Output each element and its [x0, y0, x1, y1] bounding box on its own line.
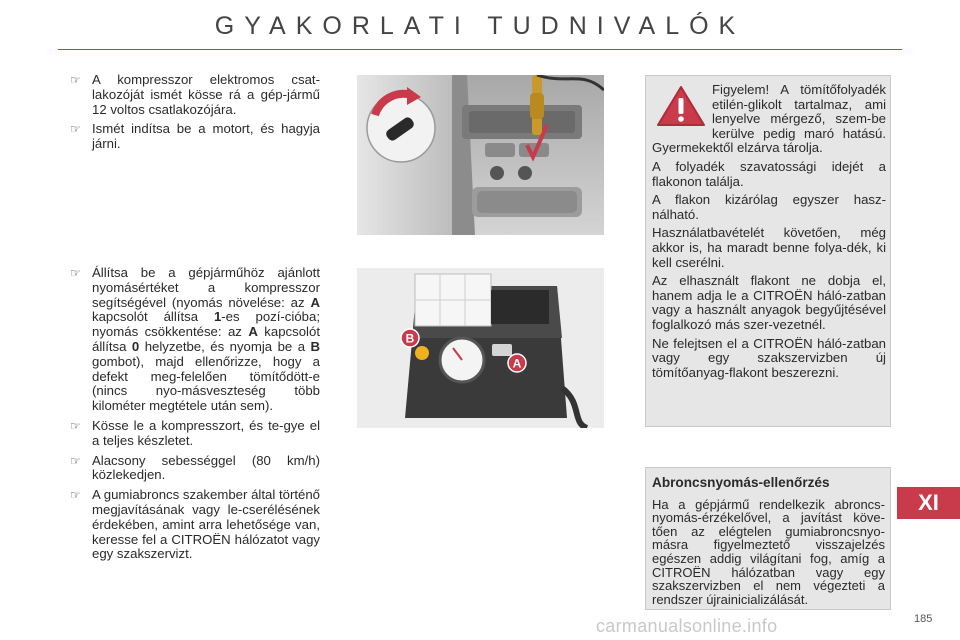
warning-paragraph: Figyelem! A tömítőfolyadék etilén-glikolt tartalmaz, ami lenyelve mérgező, szem-be kerülve pedig maró hatású. Gyermekektől elzárva tárolja. — [652, 82, 886, 156]
watermark: carmanualsonline.info — [596, 616, 778, 636]
bullet-icon: ☞ — [70, 266, 81, 280]
chapter-tab: XI — [897, 487, 960, 519]
warning-paragraph: Az elhasznált flakont ne dobja el, hanem adja le a CITROËN háló-zatban vagy a használt anyagok begyűjtésével foglalkozó más szer-vezetnél. — [652, 273, 886, 332]
bullet-icon: ☞ — [70, 122, 81, 137]
list-item: ☞ Alacsony sebességgel (80 km/h) közlekedjen. — [70, 452, 320, 483]
warning-paragraph: Ne felejtsen el a CITROËN háló-zatban vagy egy szakszervizben új tömítőanyag-flakont beszerezni. — [652, 335, 886, 380]
info-box-title: Abroncsnyomás-ellenőrzés — [652, 475, 830, 490]
bullet-icon: ☞ — [70, 453, 81, 468]
dashboard-socket-illustration — [357, 75, 604, 235]
info-box-text: Ha a gépjármű rendelkezik abroncs-nyomás-érzékelővel, a javítást köve-tően az elégtelen gumiabroncsnyo-másra figyelmeztető visszajelzés egészen addig világítani fog, amíg a CITROËN hálózatban vagy egy szakszervizben el nem végezteti a rendszer újrainicializálását. — [652, 496, 885, 607]
instructions-top — [66, 73, 320, 157]
warning-paragraph: A folyadék szavatossági idejét a flakonon találja. — [652, 158, 886, 189]
page-title: GYAKORLATI TUDNIVALÓK — [214, 12, 746, 40]
page-number: 185 — [914, 613, 933, 625]
label-b: B — [405, 331, 415, 346]
bullet-icon: ☞ — [70, 418, 81, 433]
instructions-bottom — [66, 266, 320, 567]
bullet-icon: ☞ — [70, 488, 81, 503]
set-pressure-text: Állítsa be a gépjárműhöz ajánlott nyomásértéket a kompresszor segítségével (nyomás növelése: az A kapcsolót állítsa 1-es pozí-cióba; nyomás csökkentése: az A kapcsolót állítsa 0 helyzetbe, és nyomja be a B gombot), majd ellenőrizze, hogy a defekt meg-felelően tömítődött-e (nincs nyo-másveszteség több kilométer megtétele után sem). — [92, 265, 320, 414]
list-item: ☞ Kösse le a kompresszort, és te-gye el a teljes készletet. — [70, 417, 320, 448]
label-a: A — [512, 356, 522, 371]
dashboard-drawing — [357, 75, 604, 235]
warning-paragraph: A flakon kizárólag egyszer hasz-nálható. — [652, 192, 886, 222]
title-divider — [58, 49, 902, 50]
compressor-drawing — [357, 268, 604, 428]
compressor-illustration — [357, 268, 604, 428]
list-item: ☞ Ismét indítsa be a motort, és hagyja járni. — [70, 121, 320, 152]
list-item: ☞ A kompresszor elektromos csat-lakozóját ismét kösse rá a gép-jármű 12 voltos csatlakozójára. — [70, 72, 320, 117]
list-item — [66, 266, 320, 414]
warning-triangle-icon — [656, 85, 706, 127]
bullet-icon: ☞ — [70, 73, 81, 87]
warning-box — [645, 75, 891, 427]
tyre-pressure-info-box — [645, 467, 891, 610]
warning-paragraph: Használatbavételét követően, még akkor is, ha maradt benne folya-dék, ki kell cserélni. — [652, 225, 886, 270]
list-item: ☞ A gumiabroncs szakember által történő megjavításának vagy le-cserélésének érdekében, amint arra lehetősége van, keresse fel a CITROËN hálózatot vagy egy szakszervizt. — [70, 487, 320, 562]
